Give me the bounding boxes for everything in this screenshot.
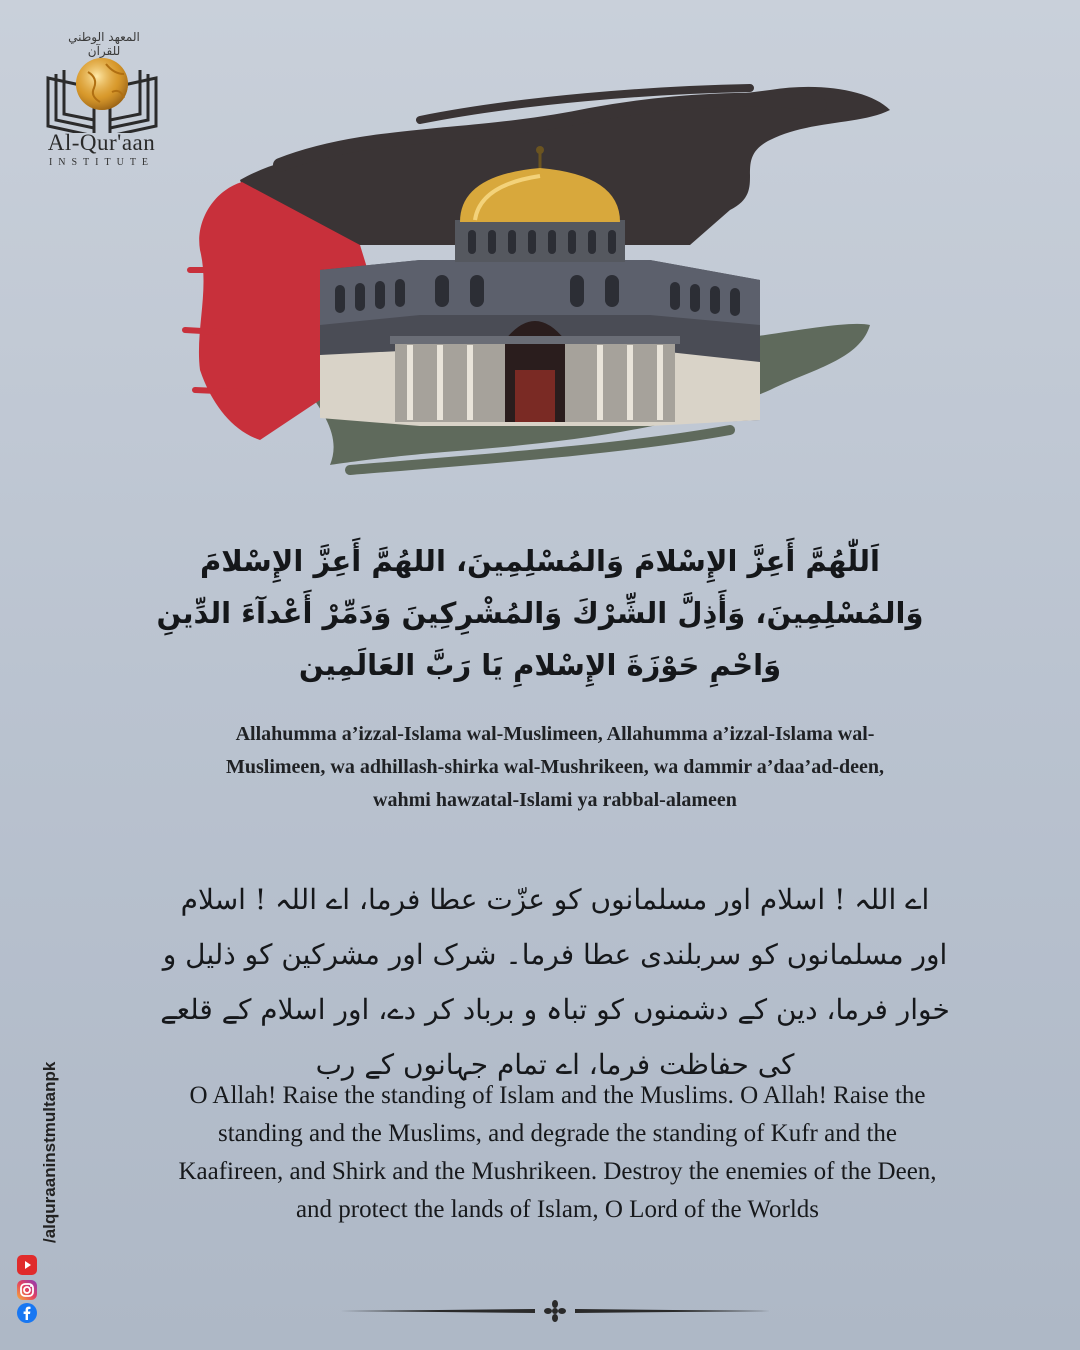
flower-ornament-icon: [544, 1300, 566, 1322]
brand-logo: [34, 30, 169, 180]
instagram-icon[interactable]: [17, 1280, 37, 1300]
social-handle[interactable]: /alquraaninstmultanpk: [40, 1061, 59, 1243]
logo-subtitle: INSTITUTE: [48, 157, 155, 168]
book-globe-icon: [42, 48, 162, 133]
dua-urdu-translation: اے اللہ ! اسلام اور مسلمانوں کو عزّت عطا فرما، اے اللہ ! اسلام اور مسلمانوں کو سربلندی عطا فرما۔ شرک اور مشرکین کو ذلیل و خوار فرما، دین کے دشمنوں کو تباہ و برباد کر دے، اور اسلام کے قلعے کی حفاظت فرما، اے تمام جہانوں کے رب: [160, 883, 950, 1081]
logo-name: Al-Qur'aan: [47, 130, 156, 155]
facebook-icon[interactable]: [17, 1303, 37, 1323]
dua-transliteration: Allahumma a’izzal-Islama wal-Muslimeen, Allahumma a’izzal-Islama wal-Muslimeen, wa adhillash-shirka wal-Mushrikeen, wa dammir a’daa’ad-deen, wahmi hawzatal-Islami ya rabbal-alameen: [225, 723, 884, 811]
ornament-divider: [340, 1300, 770, 1322]
dome-of-the-rock-illustration: [170, 70, 910, 490]
youtube-icon[interactable]: [17, 1255, 37, 1275]
dua-english-translation: O Allah! Raise the standing of Islam and the Muslims. O Allah! Raise the standing and the Muslims, and degrade the standing of Kufr and the Kaafireen, and Shirk and the Mushrikeen. Destroy the enemies of the Deen, and protect the lands of Islam, O Lord of the Worlds: [178, 1082, 937, 1223]
dua-arabic: اَللّٰهُمَّ أَعِزَّ الإِسْلامَ وَالمُسْلِمِينَ، اللهُمَّ أَعِزَّ الإِسْلامَ وَالمُسْلِمِينَ، وَأَذِلَّ الشِّرْكَ وَالمُشْرِكِينَ وَدَمِّرْ أَعْدآءَ الدِّينِ وَاحْمِ حَوْزَةَ الإِسْلامِ يَا رَبَّ العَالَمِين: [156, 544, 924, 682]
logo-arabic-tagline: المعهد الوطني للقرآن: [68, 30, 140, 58]
